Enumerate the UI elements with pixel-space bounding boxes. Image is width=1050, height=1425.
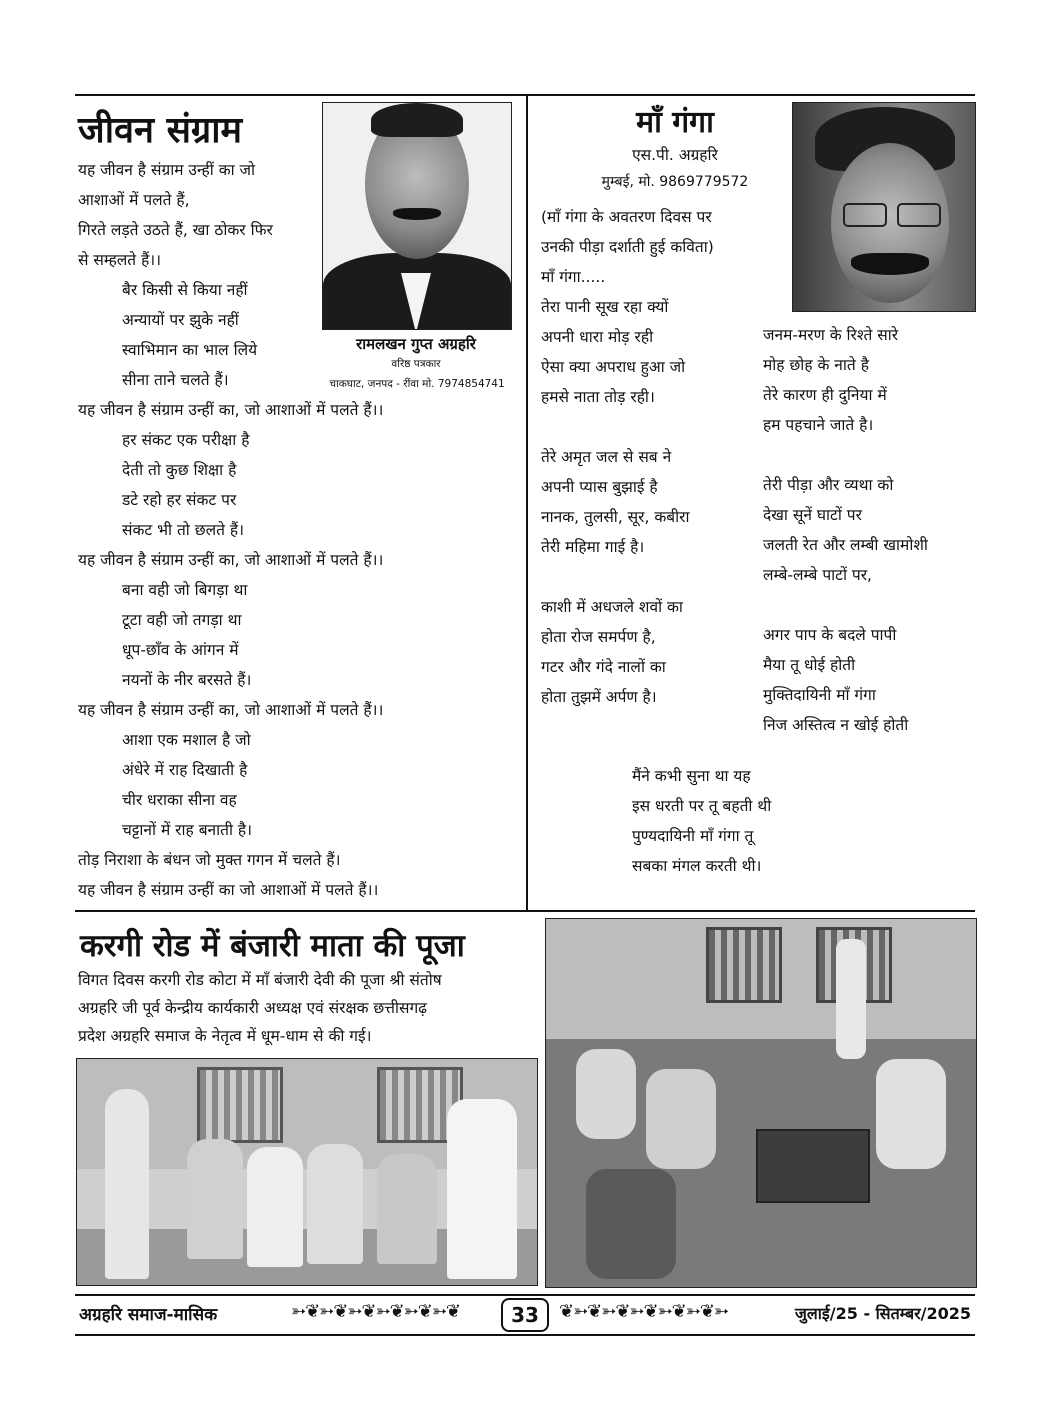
poem2-line: ऐसा क्या अपराध हुआ जो	[541, 358, 686, 376]
poem2-title: माँ गंगा	[636, 105, 714, 140]
poem1-line: टूटा वही जो तगड़ा था	[122, 611, 242, 629]
poem1-line: संकट भी तो छलते हैं।	[122, 521, 244, 539]
poem1-line: हर संकट एक परीक्षा है	[122, 431, 250, 449]
poem1-line: अंधेरे में राह दिखाती है	[122, 761, 248, 779]
poem2-line: तेरे अमृत जल से सब ने	[541, 448, 672, 466]
poem1-line: नयनों के नीर बरसते हैं।	[122, 671, 252, 689]
poem1-line: धूप-छाँव के आंगन में	[122, 641, 239, 659]
news-title: करगी रोड में बंजारी माता की पूजा	[80, 928, 465, 964]
poem2-line: लम्बे-लम्बे पाटों पर,	[763, 566, 872, 584]
poem2-line: होता रोज समर्पण है,	[541, 628, 656, 646]
poem1-line: देती तो कुछ शिक्षा है	[122, 461, 237, 479]
poem1-line: सीना ताने चलते हैं।	[122, 371, 229, 389]
poem1-line: यह जीवन है संग्राम उन्हीं का, जो आशाओं में पलते हैं।।	[78, 701, 384, 719]
poem1-line: यह जीवन है संग्राम उन्हीं का जो	[78, 161, 256, 179]
author1-address: चाकघाट, जनपद - रींवा मो. 7974854741	[329, 378, 505, 390]
poem2-line: अपनी प्यास बुझाई है	[541, 478, 658, 496]
poem2-line: मोह छोह के नाते है	[763, 356, 869, 374]
poem2-line: नानक, तुलसी, सूर, कबीरा	[541, 508, 690, 526]
author2-photo	[792, 102, 976, 312]
poem2-line: जनम-मरण के रिश्ते सारे	[763, 326, 899, 344]
poem2-line: मैंने कभी सुना था यह	[632, 767, 751, 785]
poem1-line: चट्टानों में राह बनाती है।	[122, 821, 253, 839]
poem2-line: उनकी पीड़ा दर्शाती हुई कविता)	[541, 238, 714, 256]
top-rule	[75, 94, 975, 96]
poem1-line: तोड़ निराशा के बंधन जो मुक्त गगन में चलते हैं।	[78, 851, 341, 869]
poem2-line: तेरे कारण ही दुनिया में	[763, 386, 887, 404]
footer-ornament-left: ➳❦➳❦➳❦➳❦➳❦➳❦	[291, 1301, 460, 1322]
poem2-line: पुण्यदायिनी माँ गंगा तू	[632, 827, 754, 845]
poem1-line: स्वाभिमान का भाल लिये	[122, 341, 258, 359]
poem2-line: हम पहचाने जाते है।	[763, 416, 874, 434]
poem2-line: गटर और गंदे नालों का	[541, 658, 666, 676]
author2-name: एस.पी. अग्रहरि	[632, 146, 718, 164]
poem1-line: यह जीवन है संग्राम उन्हीं का, जो आशाओं में पलते हैं।।	[78, 551, 384, 569]
poem2-line: हमसे नाता तोड़ रही।	[541, 388, 655, 406]
news-photo-group	[76, 1058, 538, 1286]
poem2-line: तेरी महिमा गाई है।	[541, 538, 645, 556]
poem2-line: इस धरती पर तू बहती थी	[632, 797, 772, 815]
author1-photo	[322, 102, 512, 330]
column-divider	[526, 94, 528, 910]
news-body-line: विगत दिवस करगी रोड कोटा में माँ बंजारी देवी की पूजा श्री संतोष	[78, 971, 442, 989]
poem1-line: आशा एक मशाल है जो	[122, 731, 251, 749]
poem2-line: माँ गंगा.....	[541, 268, 606, 286]
footer-page-number: 33	[501, 1298, 549, 1332]
poem1-line: चीर धराका सीना वह	[122, 791, 237, 809]
poem2-line: तेरी पीड़ा और व्यथा को	[763, 476, 894, 494]
news-photo-puja	[545, 918, 977, 1288]
poem1-line: बैर किसी से किया नहीं	[122, 281, 248, 299]
poem1-title: जीवन संग्राम	[78, 110, 243, 151]
author1-name: रामलखन गुप्त अग्रहरि	[356, 335, 476, 353]
footer-ornament-right: ❦➳❦➳❦➳❦➳❦➳❦➳	[559, 1301, 728, 1322]
poem1-line: बना वही जो बिगड़ा था	[122, 581, 248, 599]
poem2-line: अपनी धारा मोड़ रही	[541, 328, 654, 346]
poem2-line: जलती रेत और लम्बी खामोशी	[763, 536, 928, 554]
poem1-line: डटे रहो हर संकट पर	[122, 491, 237, 509]
poem2-line: निज अस्तित्व न खोई होती	[763, 716, 909, 734]
author2-address: मुम्बई, मो. 9869779572	[601, 174, 749, 190]
poem2-line: काशी में अधजले शवों का	[541, 598, 683, 616]
poem1-line: गिरते लड़ते उठते हैं, खा ठोकर फिर	[78, 221, 273, 239]
poem1-line: अन्यायों पर झुके नहीं	[122, 311, 239, 329]
poem2-line: देखा सूनें घाटों पर	[763, 506, 862, 524]
footer	[75, 1294, 975, 1336]
poem2-line: मुक्तिदायिनी माँ गंगा	[763, 686, 876, 704]
poem1-line: आशाओं में पलते हैं,	[78, 191, 190, 209]
footer-publication: अग्रहरि समाज-मासिक	[79, 1305, 218, 1325]
poem2-line: तेरा पानी सूख रहा क्यों	[541, 298, 669, 316]
news-body-line: प्रदेश अग्रहरि समाज के नेतृत्व में धूम-धाम से की गई।	[78, 1027, 372, 1045]
poem2-line: होता तुझमें अर्पण है।	[541, 688, 657, 706]
poem1-line: यह जीवन है संग्राम उन्हीं का, जो आशाओं में पलते हैं।।	[78, 401, 384, 419]
footer-issue: जुलाई/25 - सितम्बर/2025	[795, 1304, 971, 1323]
poem2-line: सबका मंगल करती थी।	[632, 857, 762, 875]
news-body-line: अग्रहरि जी पूर्व केन्द्रीय कार्यकारी अध्यक्ष एवं संरक्षक छत्तीसगढ़	[78, 999, 427, 1017]
poem1-line: से सम्हलते हैं।।	[78, 251, 162, 269]
mid-rule	[75, 910, 975, 912]
poem2-line: अगर पाप के बदले पापी	[763, 626, 897, 644]
author1-role: वरिष्ठ पत्रकार	[391, 358, 441, 370]
poem2-line: मैया तू धोई होती	[763, 656, 856, 674]
poem1-line: यह जीवन है संग्राम उन्हीं का जो आशाओं में पलते हैं।।	[78, 881, 379, 899]
poem2-line: (माँ गंगा के अवतरण दिवस पर	[541, 208, 712, 226]
